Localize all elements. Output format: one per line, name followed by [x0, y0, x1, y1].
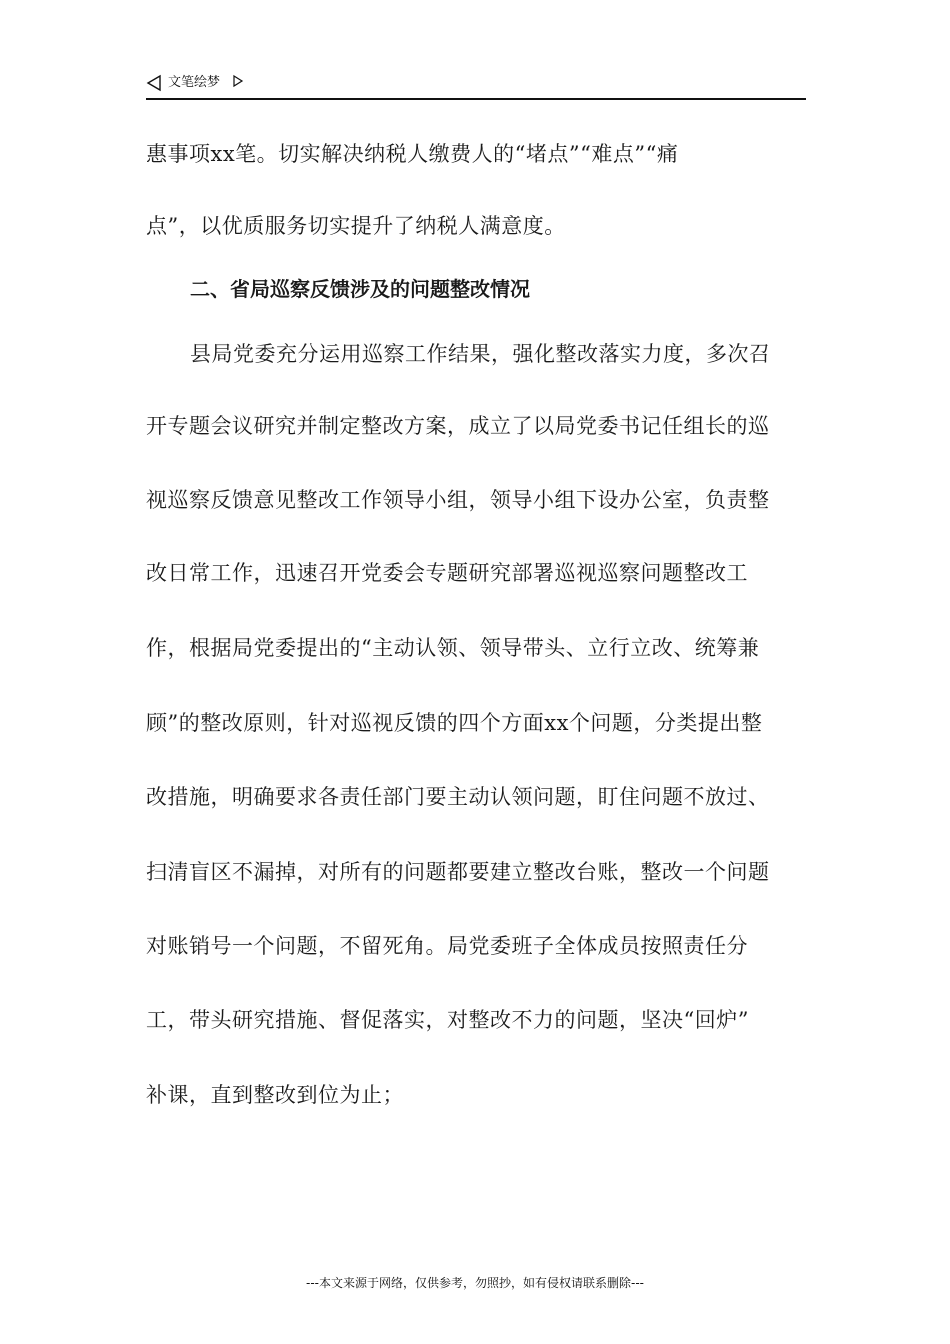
- paragraph-line: 改措施，明确要求各责任部门要主动认领问题，盯住问题不放过、: [146, 785, 770, 809]
- paragraph-line: 补课，直到整改到位为止；: [146, 1083, 404, 1107]
- page-header: [146, 72, 806, 100]
- paragraph-line: 对账销号一个问题，不留死角。局党委班子全体成员按照责任分: [146, 934, 748, 958]
- paragraph-line: 视巡察反馈意见整改工作领导小组，领导小组下设办公室，负责整: [146, 488, 770, 512]
- paragraph-line: 改日常工作，迅速召开党委会专题研究部署巡视巡察问题整改工: [146, 561, 748, 585]
- paragraph-line: 县局党委充分运用巡察工作结果，强化整改落实力度，多次召: [190, 342, 771, 366]
- header-brand: 文笔绘梦: [168, 75, 221, 90]
- intro-line: 点”，以优质服务切实提升了纳税人满意度。: [146, 214, 566, 238]
- footer-disclaimer: ---本文来源于网络，仅供参考，勿照抄，如有侵权请联系删除---: [306, 1276, 644, 1290]
- paragraph-line: 开专题会议研究并制定整改方案，成立了以局党委书记任组长的巡: [146, 414, 770, 438]
- section-heading: 二、省局巡察反馈涉及的问题整改情况: [190, 277, 530, 301]
- paragraph-line: 作，根据局党委提出的“主动认领、领导带头、立行立改、统筹兼: [146, 636, 760, 660]
- paragraph-line: 顾”的整改原则，针对巡视反馈的四个方面xx个问题，分类提出整: [146, 711, 763, 735]
- triangle-left-icon: [146, 74, 162, 92]
- paragraph-line: 扫清盲区不漏掉，对所有的问题都要建立整改台账，整改一个问题: [146, 860, 770, 884]
- intro-line: 惠事项xx笔。切实解决纳税人缴费人的“堵点”“难点”“痛: [146, 142, 679, 166]
- triangle-right-icon: [232, 74, 244, 88]
- paragraph-line: 工，带头研究措施、督促落实，对整改不力的问题，坚决“回炉”: [146, 1008, 749, 1032]
